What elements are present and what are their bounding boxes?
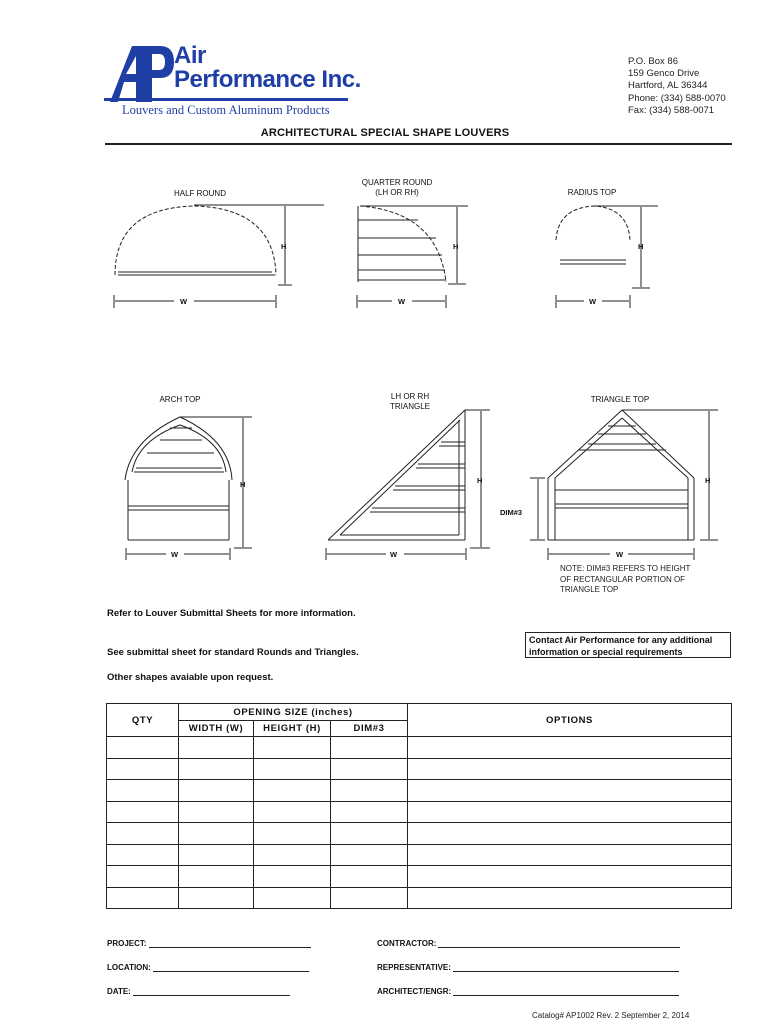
table-cell[interactable] [331, 737, 408, 759]
label-triangle [370, 392, 450, 412]
table-cell[interactable] [408, 758, 732, 780]
see-text: See submittal sheet for standard Rounds and Triangles. [107, 647, 359, 658]
representative-field [377, 962, 679, 972]
table-cell[interactable] [107, 758, 179, 780]
triangle-drawing [326, 410, 490, 560]
table-cell[interactable] [408, 737, 732, 759]
dim-h-radius-top: H [638, 242, 644, 251]
label-quarter-round [345, 178, 449, 198]
project-input-line[interactable] [149, 938, 311, 948]
radius-top-drawing [556, 206, 658, 308]
table-cell[interactable] [107, 737, 179, 759]
table-cell[interactable] [179, 737, 254, 759]
catalog-number: Catalog# AP1002 Rev. 2 September 2, 2014 [532, 1011, 690, 1020]
table-cell[interactable] [254, 823, 331, 845]
contractor-field [377, 938, 680, 948]
table-cell[interactable] [254, 758, 331, 780]
project-label: PROJECT: [107, 939, 147, 948]
page-title: ARCHITECTURAL SPECIAL SHAPE LOUVERS [260, 127, 510, 139]
refer-text: Refer to Louver Submittal Sheets for more information. [107, 608, 356, 619]
table-cell[interactable] [331, 801, 408, 823]
table-cell[interactable] [107, 844, 179, 866]
dim-w-half-round: W [180, 297, 188, 306]
table-cell[interactable] [254, 887, 331, 909]
table-row [107, 866, 732, 888]
date-label: DATE: [107, 987, 131, 996]
architect-field [377, 986, 679, 996]
table-cell[interactable] [179, 887, 254, 909]
address-line3: Hartford, AL 36344 [628, 80, 708, 92]
table-cell[interactable] [254, 780, 331, 802]
table-row [107, 780, 732, 802]
dim-w-arch-top: W [171, 550, 179, 559]
label-half-round: HALF ROUND [173, 189, 226, 198]
arch-top-drawing [125, 417, 252, 560]
table-cell[interactable] [408, 801, 732, 823]
quarter-round-drawing [357, 206, 468, 308]
date-input-line[interactable] [133, 986, 290, 996]
contractor-input-line[interactable] [438, 938, 680, 948]
table-cell[interactable] [179, 844, 254, 866]
table-cell[interactable] [408, 823, 732, 845]
dim-h-triangle-top: H [705, 476, 711, 485]
dim-h-half-round: H [281, 242, 287, 251]
contractor-label: CONTRACTOR: [377, 939, 437, 948]
table-cell[interactable] [107, 801, 179, 823]
table-cell[interactable] [331, 823, 408, 845]
table-cell[interactable] [254, 844, 331, 866]
table-cell[interactable] [107, 887, 179, 909]
table-cell[interactable] [107, 866, 179, 888]
table-cell[interactable] [107, 780, 179, 802]
note-line1: NOTE: DIM#3 REFERS TO HEIGHT [560, 564, 691, 573]
address-line1: P.O. Box 86 [628, 56, 678, 67]
header-height: HEIGHT (H) [254, 721, 331, 737]
label-quarter-round-line2: (LH OR RH) [375, 188, 419, 197]
table-cell[interactable] [179, 758, 254, 780]
project-field [107, 938, 311, 948]
table-cell[interactable] [179, 823, 254, 845]
architect-input-line[interactable] [453, 986, 679, 996]
table-cell[interactable] [408, 844, 732, 866]
table-cell[interactable] [408, 887, 732, 909]
note-line2: OF RECTANGULAR PORTION OF [560, 574, 686, 584]
header-options: OPTIONS [408, 704, 732, 737]
order-table [106, 703, 732, 909]
table-cell[interactable] [331, 780, 408, 802]
label-triangle-top: TRIANGLE TOP [590, 395, 650, 404]
other-shapes-text: Other shapes avaiable upon request. [107, 672, 274, 683]
address-phone: Phone: (334) 588-0070 [628, 92, 726, 104]
table-cell[interactable] [254, 737, 331, 759]
dim-w-triangle-top: W [616, 550, 624, 559]
header-dim3: DIM#3 [331, 721, 408, 737]
dim-h-quarter-round: H [453, 242, 459, 251]
label-radius-top: RADIUS TOP [567, 188, 617, 197]
dim-w-quarter-round: W [398, 297, 406, 306]
label-quarter-round-line1: QUARTER ROUND [361, 178, 433, 187]
triangle-top-drawing [530, 410, 718, 560]
table-cell[interactable] [254, 801, 331, 823]
location-label: LOCATION: [107, 963, 151, 972]
table-row [107, 887, 732, 909]
table-cell[interactable] [408, 780, 732, 802]
table-row [107, 823, 732, 845]
table-row [107, 844, 732, 866]
company-name-line1: Air [174, 42, 206, 69]
table-row [107, 737, 732, 759]
table-cell[interactable] [331, 844, 408, 866]
table-cell[interactable] [179, 801, 254, 823]
table-cell[interactable] [408, 866, 732, 888]
label-triangle-line1: LH OR RH [390, 392, 430, 401]
date-field [107, 986, 290, 996]
table-row [107, 758, 732, 780]
company-tagline: Louvers and Custom Aluminum Products [122, 103, 330, 117]
order-table-body [107, 737, 732, 909]
contact-line2: information or special requirements [529, 647, 683, 657]
table-cell[interactable] [107, 823, 179, 845]
table-cell[interactable] [179, 866, 254, 888]
half-round-drawing [114, 205, 324, 308]
dim-dim3: DIM#3 [500, 508, 523, 517]
architect-label: ARCHITECT/ENGR: [377, 987, 452, 996]
header-qty: QTY [107, 704, 179, 737]
representative-input-line[interactable] [453, 962, 679, 972]
dim-h-triangle: H [477, 476, 483, 485]
table-row [107, 801, 732, 823]
table-cell[interactable] [331, 758, 408, 780]
note-line3: TRIANGLE TOP [560, 585, 619, 594]
header-width: WIDTH (W) [179, 721, 254, 737]
dim-w-triangle: W [390, 550, 398, 559]
table-cell[interactable] [254, 866, 331, 888]
dim-w-radius-top: W [589, 297, 597, 306]
contact-box [525, 632, 731, 658]
dim-h-arch-top: H [240, 480, 246, 489]
table-cell[interactable] [179, 780, 254, 802]
dim3-note [560, 564, 690, 596]
header-opening-size: OPENING SIZE (inches) [179, 704, 408, 721]
label-triangle-line2: TRIANGLE [389, 402, 430, 411]
company-name-line2: Performance Inc. [174, 66, 361, 93]
location-field [107, 962, 309, 972]
location-input-line[interactable] [153, 962, 309, 972]
address-fax: Fax: (334) 588-0071 [628, 104, 715, 116]
representative-label: REPRESENTATIVE: [377, 963, 451, 972]
table-cell[interactable] [331, 866, 408, 888]
address-line2: 159 Genco Drive [628, 68, 700, 80]
contact-line1: Contact Air Performance for any additional [529, 635, 713, 645]
table-cell[interactable] [331, 887, 408, 909]
label-arch-top: ARCH TOP [159, 395, 201, 404]
